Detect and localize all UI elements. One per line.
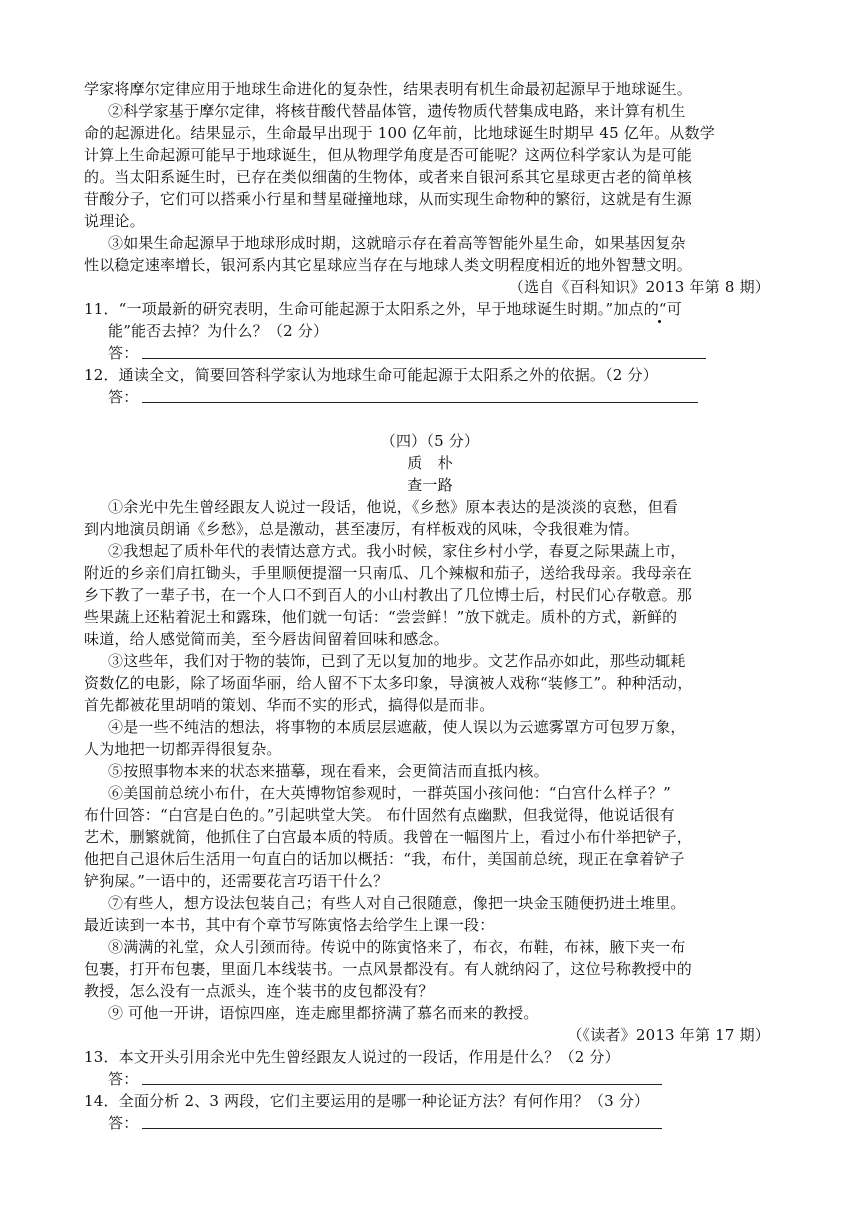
article-line: ⑦有些人，想方设法包装自己；有些人对自己很随意，像把一块金玉随便扔进土堆里。 [108,894,686,912]
passage3-line: 性以稳定速率增长，银河系内其它星球应当存在与地球人类文明程度相近的地外智慧文明。 [84,256,693,274]
article-line: 资数亿的电影，除了场面华丽，给人留不下太多印象，导演被人戏称“装修工”。种种活动， [84,674,693,692]
passage3-line: ②科学家基于摩尔定律，将核苷酸代替晶体管，遗传物质代替集成电路，来计算有机生 [108,102,686,120]
answer-label: 答： [108,388,139,406]
article-line: 艺术，删繁就简，他抓住了白宫最本质的特质。我曾在一幅图片上，看过小布什举把铲子， [84,828,693,846]
article-line: ⑧满满的礼堂，众人引颈而待。传说中的陈寅恪来了，布衣，布鞋，布袜，腋下夹一布 [108,938,686,956]
passage3-line: 计算上生命起源可能早于地球诞生，但从物理学角度是否可能呢？这两位科学家认为是可能 [84,146,693,164]
article-line: ①余光中先生曾经跟友人说过一段话，他说，《乡愁》原本表达的是淡淡的哀愁，但看 [108,498,679,516]
passage3-line: 说理论。 [84,212,145,230]
passage3-source: （选自《百科知识》2013 年第 8 期） [508,278,770,296]
answer-blank[interactable] [142,1128,662,1129]
article-line: ⑨ 可他一开讲，语惊四座，连走廊里都挤满了慕名而来的教授。 [108,1004,539,1022]
article-line: 包裹，打开布包裹，里面几本线装书。一点风景都没有。有人就纳闷了，这位号称教授中的 [84,960,693,978]
article-line: 布什回答：“白宫是白色的。”引起哄堂大笑。 布什固然有点幽默，但我觉得，他说话很有 [84,806,675,824]
article-line: 他把自己退休后生活用一句直白的话加以概括：“我，布什，美国前总统，现正在拿着铲子 [84,850,685,868]
article-line: 味道，给人感觉简而美，至今唇齿间留着回味和感念。 [84,630,449,648]
passage3-line: 命的起源进化。结果显示，生命最早出现于 100 亿年前，比地球诞生时期早 45 亿年。从数学 [84,124,715,142]
question-11-cont: 能”能否去掉？为什么？（2 分） [108,322,329,340]
answer-label: 答： [108,1114,139,1132]
article-line: 教授，怎么没有一点派头，连个装书的皮包都没有？ [84,982,434,1000]
passage3-line: 学家将摩尔定律应用于地球生命进化的复杂性，结果表明有机生命最初起源早于地球诞生。 [84,80,693,98]
answer-blank[interactable] [142,402,698,403]
passage3-line: 的。当太阳系诞生时，已存在类似细菌的生物体，或者来自银河系其它星球更古老的简单核 [84,168,693,186]
article-title: 质 朴 [407,454,453,472]
passage3-line: 苷酸分子，它们可以搭乘小行星和彗星碰撞地球，从而实现生命物种的繁衍，这就是有生源 [84,190,693,208]
answer-blank[interactable] [142,358,706,359]
passage3-line: ③如果生命起源早于地球形成时期，这就暗示存在着高等智能外星生命，如果基因复杂 [108,234,686,252]
article-author: 查一路 [407,476,453,494]
article-line: ④是一些不纯洁的想法，将事物的本质层层遮蔽，使人误以为云遮雾罩方可包罗万象， [108,718,686,736]
article-line: 铲狗屎。”一语中的，还需要花言巧语干什么？ [84,872,389,890]
article-line: 最近读到一本书，其中有个章节写陈寅恪去给学生上课一段： [84,916,495,934]
article-line: ②我想起了质朴年代的表情达意方式。我小时候，家住乡村小学，春夏之际果蔬上市， [108,542,686,560]
question-11: 11．“一项最新的研究表明，生命可能起源于太阳系之外，早于地球诞生时期。”加点的“可 [84,300,682,318]
article-line: 些果蔬上还粘着泥土和露珠，他们就一句话：“尝尝鲜！”放下就走。质朴的方式，新鲜的 [84,608,678,626]
article-source: （《读者》2013 年第 17 期） [567,1026,770,1044]
answer-blank[interactable] [142,1084,662,1085]
question-12: 12．通读全文，简要回答科学家认为地球生命可能起源于太阳系之外的依据。（2 分） [84,366,658,384]
article-line: ③这些年，我们对于物的装饰，已到了无以复加的地步。文艺作品亦如此，那些动辄耗 [108,652,686,670]
article-line: 人为地把一切都弄得很复杂。 [84,740,282,758]
article-line: 首先都被花里胡哨的策划、华而不实的形式，搞得似是而非。 [84,696,495,714]
question-13: 13．本文开头引用余光中先生曾经跟友人说过的一段话，作用是什么？（2 分） [84,1048,620,1066]
article-line: ⑤按照事物本来的状态来描摹，现在看来，会更简洁而直抵内核。 [108,762,549,780]
answer-label: 答： [108,1070,139,1088]
article-line: 到内地演员朗诵《乡愁》，总是激动，甚至凄厉，有样板戏的风味，令我很难为情。 [84,520,639,538]
answer-label: 答： [108,344,139,362]
article-line: 附近的乡亲们肩扛锄头，手里顺便提溜一只南瓜、几个辣椒和茄子，送给我母亲。我母亲在 [84,564,693,582]
section-header: （四）（5 分） [380,432,480,450]
article-line: ⑥美国前总统小布什，在大英博物馆参观时，一群英国小孩问他：“白宫什么样子？” [108,784,671,802]
question-14: 14．全面分析 2、3 两段，它们主要运用的是哪一种论证方法？有何作用？（3 分） [84,1092,650,1110]
article-line: 乡下教了一辈子书，在一个人口不到百人的小山村教出了几位博士后，村民们心存敬意。那 [84,586,693,604]
emphasis-dot [658,320,661,323]
